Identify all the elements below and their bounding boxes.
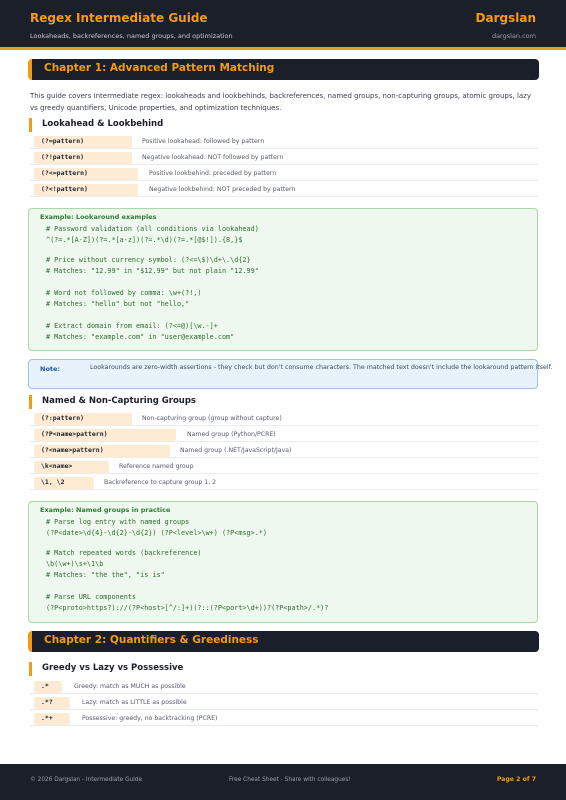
code-line: # Matches: "12.99" in "$12.99" but not plain "12.99"	[46, 267, 259, 275]
note-box	[28, 359, 553, 389]
chapter-2-title: Chapter 2: Quantifiers & Greediness	[44, 634, 259, 646]
regex-description: Lazy: match as LITTLE as possible	[82, 699, 187, 706]
regex-description: Named group (.NET/JavaScript/Java)	[180, 447, 292, 454]
footer-share-text: Free Cheat Sheet - Share with colleagues!	[229, 777, 351, 783]
regex-description: Greedy: match as MUCH as possible	[74, 683, 186, 690]
code-line: \b(\w+)\s+\1\b	[46, 560, 104, 568]
page-header	[0, 0, 566, 47]
code-line: # Matches: "example.com" in "user@example.com"	[46, 333, 235, 341]
code-line: # Password validation (all conditions via lookahead)	[46, 225, 259, 233]
regex-code: (?P<name>pattern)	[34, 429, 176, 441]
code-line: # Word not followed by comma: \w+(?!,)	[46, 289, 202, 297]
regex-code: \k<name>	[34, 461, 109, 473]
chapter-1-title: Chapter 1: Advanced Pattern Matching	[44, 62, 275, 74]
table-row	[30, 696, 538, 710]
chapter-2-banner	[28, 631, 539, 652]
code-line: # Parse log entry with named groups	[46, 518, 190, 526]
table-row	[30, 428, 538, 442]
footer-copyright: © 2026 Dargslan - Intermediate Guide	[30, 777, 143, 783]
regex-description: Positive lookahead: followed by pattern	[142, 138, 265, 145]
table-row	[30, 151, 538, 165]
note-label: Note:	[40, 365, 61, 373]
code-line: # Matches: "the the", "is is"	[46, 571, 165, 579]
table-row	[30, 444, 538, 458]
regex-code: (?<=pattern)	[34, 168, 138, 180]
code-line: (?P<proto>https?)://(?P<host>[^/:]+)(?::(?P<port>\d+))?(?P<path>/.*)?	[46, 604, 329, 612]
example-title: Example: Named groups in practice	[40, 506, 171, 514]
regex-description: Negative lookahead: NOT followed by pattern	[142, 154, 284, 161]
code-line: # Match repeated words (backreference)	[46, 549, 202, 557]
chapter-1-banner	[28, 59, 539, 80]
intro-paragraph: This guide covers intermediate regex: lookaheads and lookbehinds, backreferences, named groups, non-capturing groups, atomic groups, lazy vs greedy quantifiers, Unicode properties, and optimization techniques.	[30, 92, 531, 112]
regex-description: Positive lookbehind: preceded by pattern	[149, 170, 277, 177]
table-row	[30, 412, 538, 426]
regex-code: .*	[34, 681, 62, 693]
code-line: ^(?=.*[A-Z])(?=.*[a-z])(?=.*\d)(?=.*[@$!]).{8,}$	[46, 236, 243, 244]
regex-description: Possessive: greedy, no backtracking (PCRE)	[82, 715, 218, 722]
regex-code: (?<name>pattern)	[34, 445, 170, 457]
regex-description: Named group (Python/PCRE)	[187, 431, 276, 438]
table-row	[30, 476, 538, 490]
section-groups	[29, 395, 196, 409]
code-line: # Price without currency symbol: (?<=\$)\d+\.\d{2}	[46, 256, 251, 264]
table-row	[30, 680, 538, 694]
section-quantifiers-heading: Greedy vs Lazy vs Possessive	[42, 663, 184, 673]
regex-code: .*+	[34, 713, 70, 725]
regex-code: (?<!pattern)	[34, 184, 138, 196]
note-text: Lookarounds are zero-width assertions - they check but don't consume characters. The matched text doesn't include the lookaround pattern itself.	[90, 364, 553, 371]
section-groups-heading: Named & Non-Capturing Groups	[42, 396, 196, 406]
table-row	[30, 135, 538, 149]
code-line: # Matches: "hello" but not "hello,"	[46, 300, 190, 308]
example-title: Example: Lookaround examples	[40, 213, 157, 221]
regex-description: Reference named group	[119, 463, 194, 470]
regex-description: Negative lookbehind: NOT preceded by pattern	[149, 186, 296, 193]
header-accent-bar	[0, 47, 566, 50]
section-lookaround-heading: Lookahead & Lookbehind	[42, 119, 164, 129]
code-line: # Parse URL components	[46, 593, 137, 601]
regex-description: Backreference to capture group 1, 2	[104, 479, 217, 486]
guide-title: Regex Intermediate Guide	[30, 11, 208, 25]
example-lookaround-box	[28, 208, 538, 351]
regex-code: (?!pattern)	[34, 152, 132, 164]
regex-code: .*?	[34, 697, 70, 709]
page-number: Page 2 of 7	[496, 776, 536, 783]
regex-code: (?=pattern)	[34, 136, 132, 148]
table-row	[30, 460, 538, 474]
table-row	[30, 167, 538, 181]
example-named-groups-box	[28, 501, 538, 623]
section-lookaround	[29, 118, 164, 132]
brand-name: Dargslan	[475, 11, 536, 25]
brand-url[interactable]: dargslan.com	[491, 32, 536, 40]
section-quantifiers	[29, 662, 184, 676]
regex-code: (?:pattern)	[34, 413, 132, 425]
regex-description: Non-capturing group (group without capture)	[142, 415, 282, 422]
regex-code: \1, \2	[34, 477, 94, 489]
code-line: # Extract domain from email: (?<=@)[\w.-]+	[46, 322, 218, 330]
guide-subtitle: Lookaheads, backreferences, named groups, and optimization	[30, 32, 233, 40]
table-row	[30, 712, 538, 726]
code-line: (?P<date>\d{4}-\d{2}-\d{2}) (?P<level>\w+) (?P<msg>.*)	[46, 529, 267, 537]
page-footer	[0, 764, 566, 800]
table-row	[30, 183, 538, 197]
